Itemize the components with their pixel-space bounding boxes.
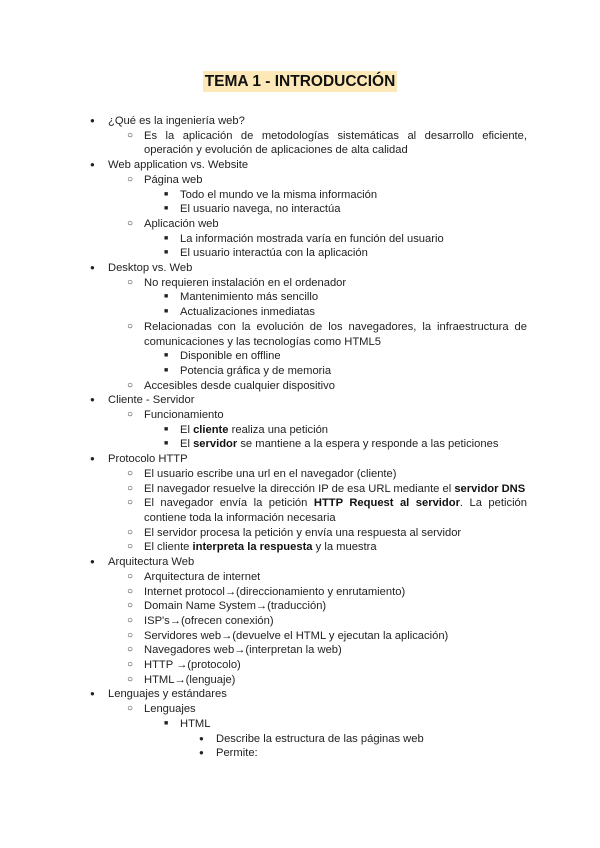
section-label: Web application vs. Website xyxy=(108,159,249,172)
list-item: ■ La información mostrada varía en función del usuario xyxy=(144,232,527,247)
item-label: Aplicación web xyxy=(144,217,219,230)
item-label: Funcionamiento xyxy=(144,409,224,422)
title-wrap xyxy=(0,71,600,92)
list-item xyxy=(108,276,527,320)
list-item: ■ Mantenimiento más sencillo xyxy=(144,290,527,305)
list-item: ● Describe la estructura de las páginas web xyxy=(180,732,527,747)
list-item: ○ ISP's→(ofrecen conexión) xyxy=(108,614,527,629)
section-lenguajes-estandares xyxy=(0,687,600,761)
list-item: ○ Es la aplicación de metodologías sistemáticas al desarrollo eficiente, operación y evolución de aplicaciones de alta calidad xyxy=(108,129,527,158)
list-item: ■ Potencia gráfica y de memoria xyxy=(144,364,527,379)
section-label: Arquitectura Web xyxy=(108,556,195,569)
list-item xyxy=(108,217,527,261)
section-protocolo-http xyxy=(0,452,600,555)
section-desktop-vs-web xyxy=(0,261,600,393)
item-label: ○ Relacionadas con la evolución de los navegadores, la infraestructura de comunicaciones y las tecnologías como HTML5 xyxy=(144,320,527,348)
list-item: ○ Domain Name System→(traducción) xyxy=(108,599,527,614)
list-item: ○ HTML→(lenguaje) xyxy=(108,673,527,688)
list-item: ○ Internet protocol→(direccionamiento y enrutamiento) xyxy=(108,585,527,600)
list-item: ○ HTTP →(protocolo) xyxy=(108,658,527,673)
section-label: Protocolo HTTP xyxy=(108,453,188,466)
list-item xyxy=(108,408,527,452)
list-item: ■ El usuario navega, no interactúa xyxy=(144,202,527,217)
list-item: ○ El navegador envía la petición HTTP Request al servidor. La petición contiene toda la información necesaria xyxy=(108,496,527,525)
list-item: ■ El servidor se mantiene a la espera y responde a las peticiones xyxy=(144,437,527,452)
section-label: Lenguajes y estándares xyxy=(108,688,227,701)
section-label: Cliente - Servidor xyxy=(108,394,195,407)
list-item: ○ El usuario escribe una url en el navegador (cliente) xyxy=(108,467,527,482)
list-item: ■ Todo el mundo ve la misma información xyxy=(144,188,527,203)
section-cliente-servidor xyxy=(0,393,600,452)
section-arquitectura-web xyxy=(0,555,600,687)
list-item xyxy=(108,320,527,379)
list-item: ○ El servidor procesa la petición y envía una respuesta al servidor xyxy=(108,526,527,541)
list-item: ○ Navegadores web→(interpretan la web) xyxy=(108,643,527,658)
list-item: ● Permite: xyxy=(180,746,527,761)
list-item: ■ El usuario interactúa con la aplicación xyxy=(144,246,527,261)
outline-list xyxy=(0,114,600,761)
list-item xyxy=(144,717,527,761)
list-item: ■ Actualizaciones inmediatas xyxy=(144,305,527,320)
list-item: ○ El navegador resuelve la dirección IP de esa URL mediante el servidor DNS xyxy=(108,482,527,497)
list-item xyxy=(108,702,527,761)
section-webapp-vs-website xyxy=(0,158,600,261)
item-label: No requieren instalación en el ordenador xyxy=(144,276,347,289)
item-label: HTML xyxy=(180,717,211,730)
item-label: Página web xyxy=(144,173,203,186)
list-item: ○ Servidores web→(devuelve el HTML y ejecutan la aplicación) xyxy=(108,629,527,644)
document-content xyxy=(0,114,600,761)
section-ingenieria-web xyxy=(0,114,600,158)
list-item: ○ Arquitectura de internet xyxy=(108,570,527,585)
list-item: ■ Disponible en offline xyxy=(144,349,527,364)
list-item xyxy=(108,173,527,217)
section-label: ¿Qué es la ingeniería web? xyxy=(108,115,245,127)
list-item: ○ Accesibles desde cualquier dispositivo xyxy=(108,379,527,394)
page-title: TEMA 1 - INTRODUCCIÓN xyxy=(204,73,396,90)
section-label: Desktop vs. Web xyxy=(108,262,193,275)
list-item: ■ El cliente realiza una petición xyxy=(144,423,527,438)
list-item: ○ El cliente interpreta la respuesta y la muestra xyxy=(108,540,527,555)
item-label: Lenguajes xyxy=(144,703,196,716)
